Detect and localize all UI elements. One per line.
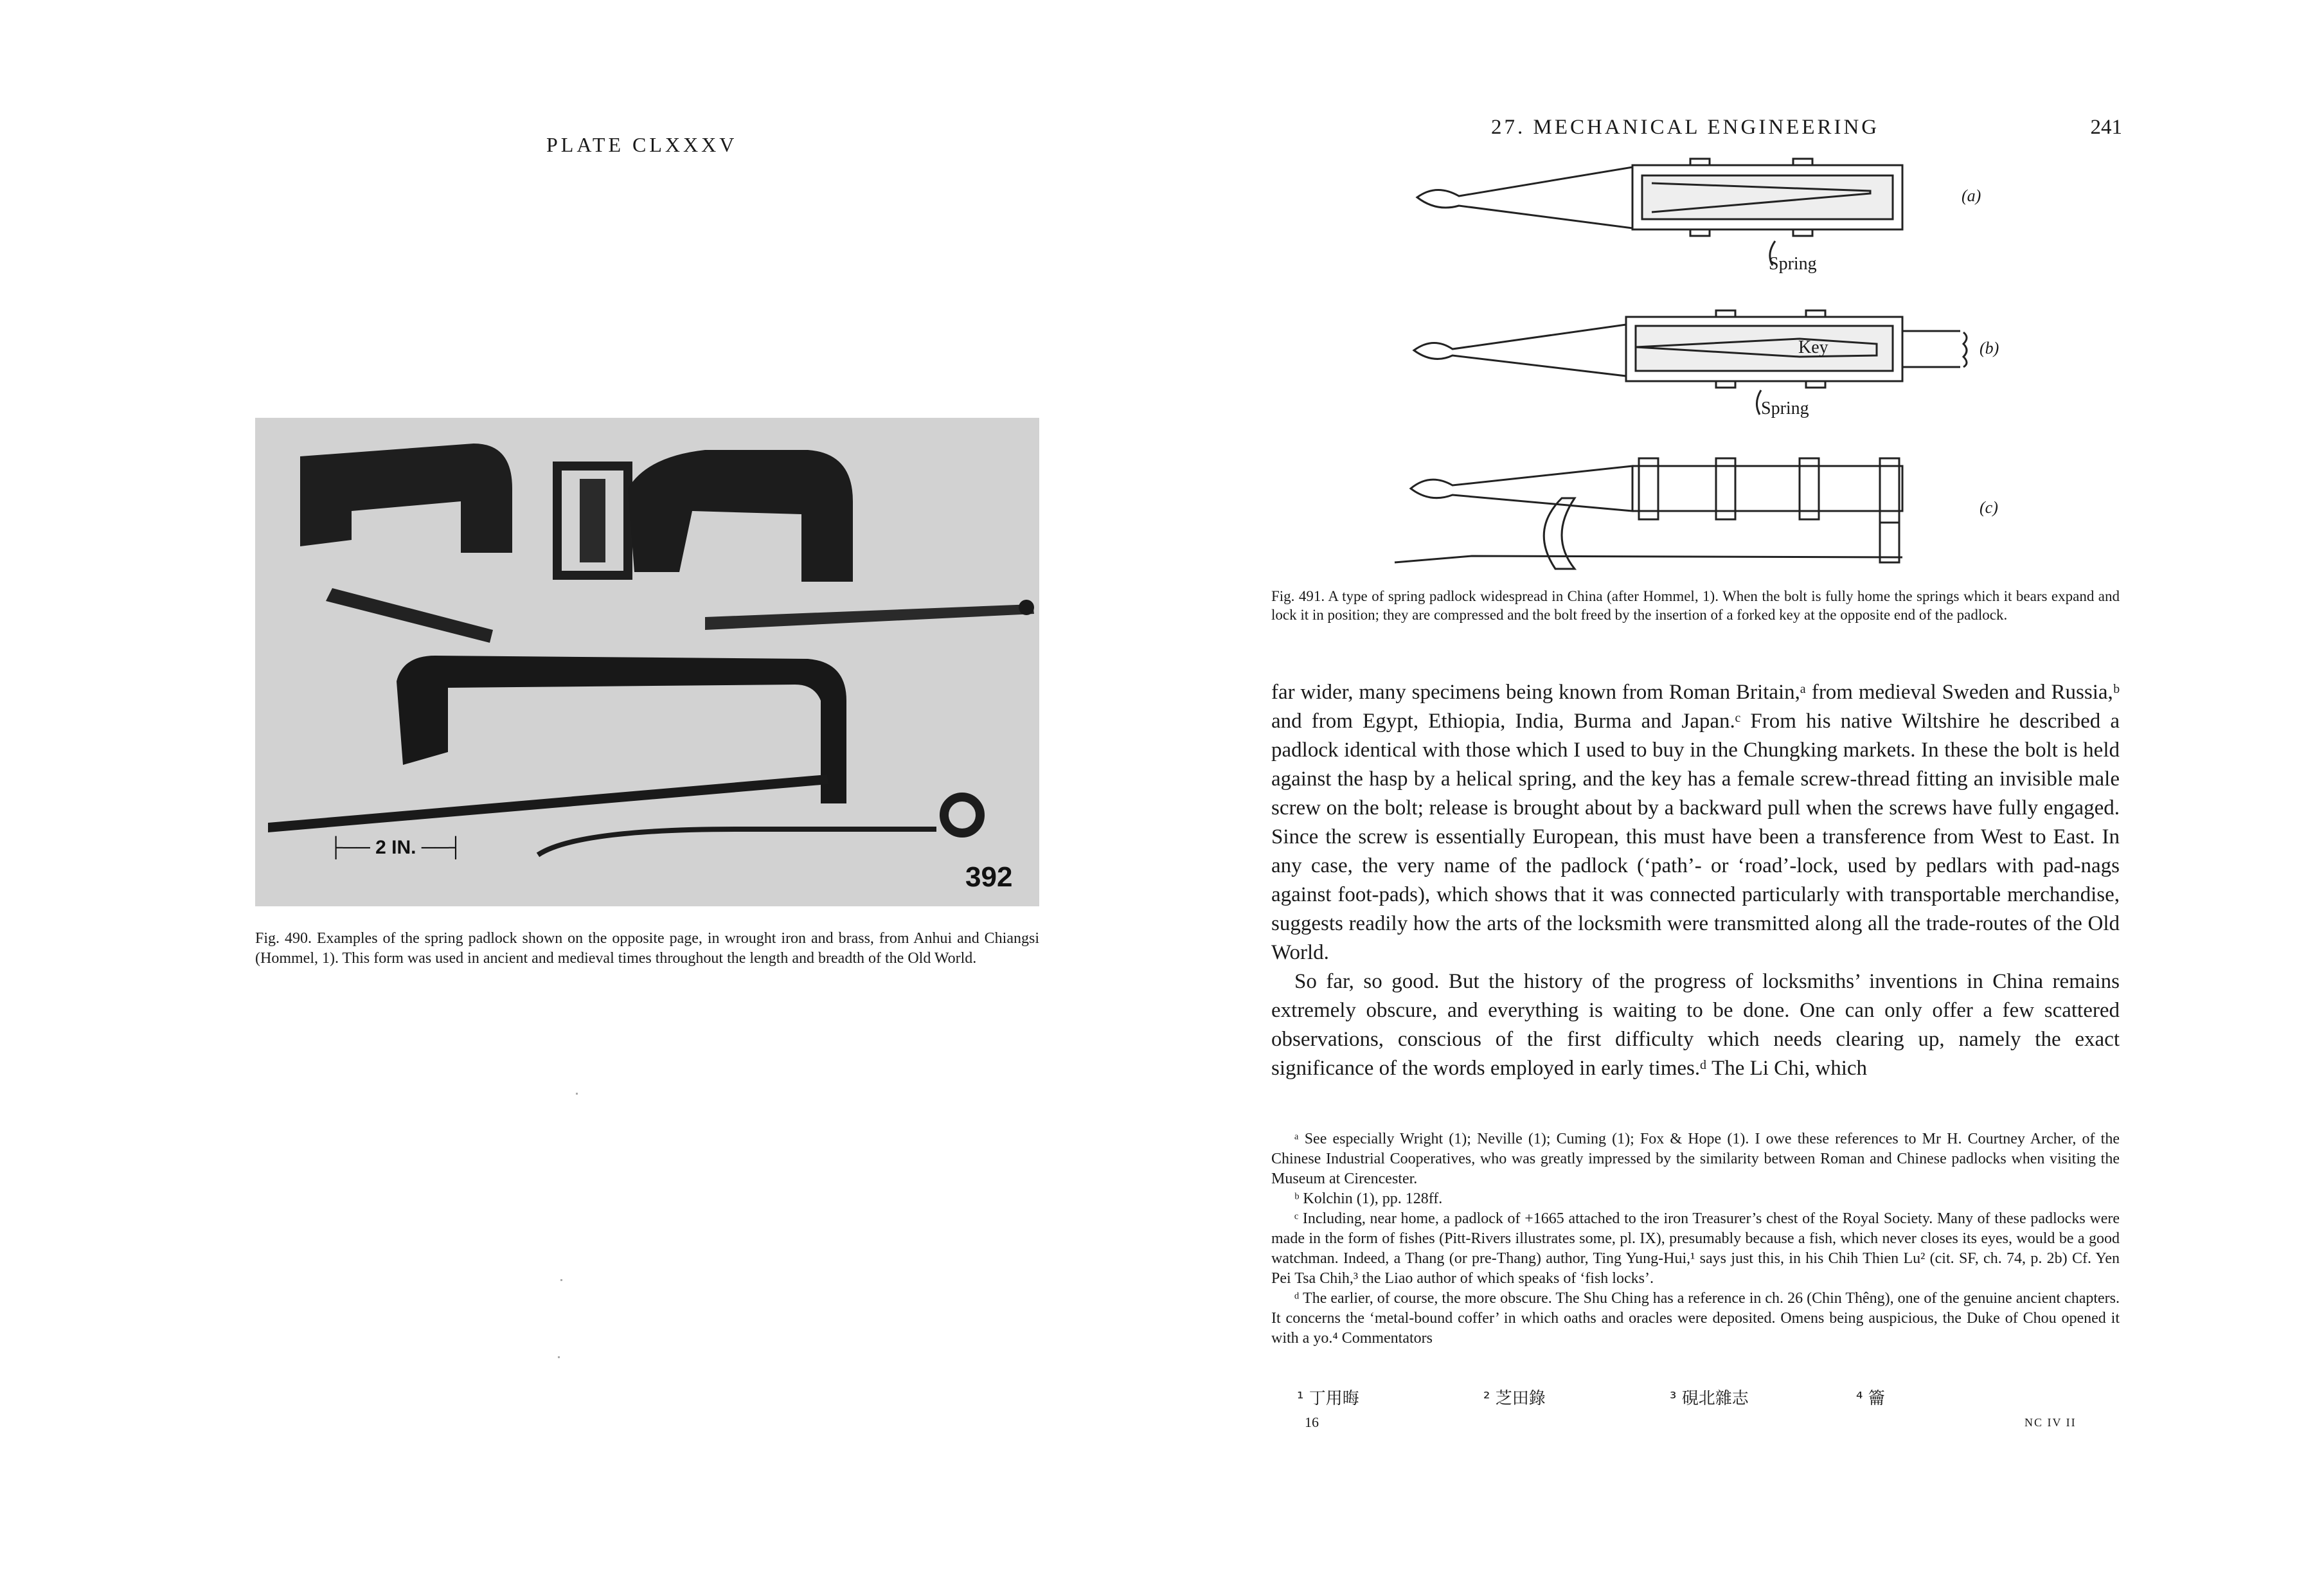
figure-caption-491: Fig. 491. A type of spring padlock widespread in China (after Hommel, 1). When the bolt is fully home the springs which it bears expand and lock it in position; they are compressed and the bolt freed by the insertion of a forked key at the opposite end of the padlock. <box>1271 588 2120 623</box>
panel-label-a: (a) <box>1962 186 1981 205</box>
character-note-2: ² 芝田錄 <box>1483 1389 1546 1408</box>
body-text <box>1271 678 2120 1083</box>
character-note-1: ¹ 丁用晦 <box>1297 1389 1359 1408</box>
paragraph-1: far wider, many specimens being known from Roman Britain,ᵃ from medieval Sweden and Russia,ᵇ and from Egypt, Ethiopia, India, Burma and Japan.ᶜ From his native Wiltshire he described a padlock identical with those which I used to buy in the Chungking markets. In these the bolt is held against the hasp by a helical spring, and the key has a female screw-thread fitting an invisible male screw on the bolt; release is brought about by a backward pull when the screws have fully engaged. Since the screw is essentially European, this must have been a transference from West to East. In any case, the very name of the padlock (‘path’- or ‘road’-lock, used by pedlars with pad-nags against foot-pads), which shows that it was connected particularly with transportable merchandise, suggests readily how the arts of the locksmith were transmitted along all the trade-routes of the Old World. <box>1271 681 2120 964</box>
speck <box>576 1093 578 1095</box>
panel-label-b: (b) <box>1980 339 1999 357</box>
plate-number-stamp: 392 <box>965 861 1013 893</box>
footnote-d: ᵈ The earlier, of course, the more obscure. The Shu Ching has a reference in ch. 26 (Chin Thêng), one of the genuine ancient chapters. It concerns the ‘metal-bound coffer’ in which oaths and oracles were deposited. Omens being auspicious, the Duke of Chou opened it with a yo.⁴ Commentators <box>1271 1290 2120 1347</box>
footnote-a: ᵃ See especially Wright (1); Neville (1); Cuming (1); Fox & Hope (1). I owe these references to Mr H. Courtney Archer, of the Chinese Industrial Cooperatives, who was greatly impressed by the similarity between Roman and Chinese padlocks when visiting the Museum at Cirencester. <box>1271 1131 2120 1187</box>
character-notes <box>1297 1385 2132 1409</box>
padlock-diagram <box>1382 151 2121 588</box>
figure-caption-490: Fig. 490. Examples of the spring padlock shown on the opposite page, in wrought iron and brass, from Anhui and Chiangsi (Hommel, 1). This form was used in ancient and medieval times throughout the length and breadth of the Old World. <box>255 930 1039 967</box>
spring-label-b: Spring <box>1761 399 1809 418</box>
padlock-photo-drawing <box>255 418 1039 906</box>
speck <box>558 1356 560 1358</box>
scale-bar-label: ├── 2 IN. ──┤ <box>329 837 463 858</box>
running-header: 27. MECHANICAL ENGINEERING <box>1491 116 1880 139</box>
footnotes <box>1271 1129 2120 1349</box>
paragraph-2: So far, so good. But the history of the progress of locksmiths’ inventions in China remains extremely obscure, and everything is waiting to be done. One can only offer a few scattered observations, conscious of the first difficulty which needs clearing up, namely the exact significance of the words employed in early times.ᵈ The Li Chi, which <box>1271 970 2120 1080</box>
signature-mark-left: 16 <box>1305 1414 1319 1430</box>
padlock-diagram-drawing <box>1382 151 2121 588</box>
character-note-4: ⁴ 籥 <box>1856 1389 1885 1408</box>
page-number: 241 <box>2090 116 2122 139</box>
panel-label-c: (c) <box>1980 498 1998 517</box>
character-note-3: ³ 硯北雜志 <box>1670 1389 1749 1408</box>
plate-title: PLATE CLXXXV <box>546 133 738 156</box>
signature-mark-right: NC IV II <box>2025 1416 2077 1429</box>
footnote-c: ᶜ Including, near home, a padlock of +1665 attached to the iron Treasurer’s chest of the Royal Society. Many of these padlocks were made in the form of fishes (Pitt-Rivers illustrates some, pl. IX), presumably because a fish, which never closes its eyes, would be a good watchman. Indeed, a Thang (or pre-Thang) author, Ting Yung-Hui,¹ says just this, in his Chih Thien Lu² (cit. SF, ch. 74, p. 2b) Cf. Yen Pei Tsa Chih,³ the Liao author of which speaks of ‘fish locks’. <box>1271 1210 2120 1287</box>
footnote-b: ᵇ Kolchin (1), pp. 128ff. <box>1294 1190 1443 1207</box>
padlock-photo <box>255 418 1039 906</box>
speck <box>560 1279 562 1281</box>
spring-label-a: Spring <box>1769 254 1817 274</box>
key-label: Key <box>1798 337 1828 357</box>
